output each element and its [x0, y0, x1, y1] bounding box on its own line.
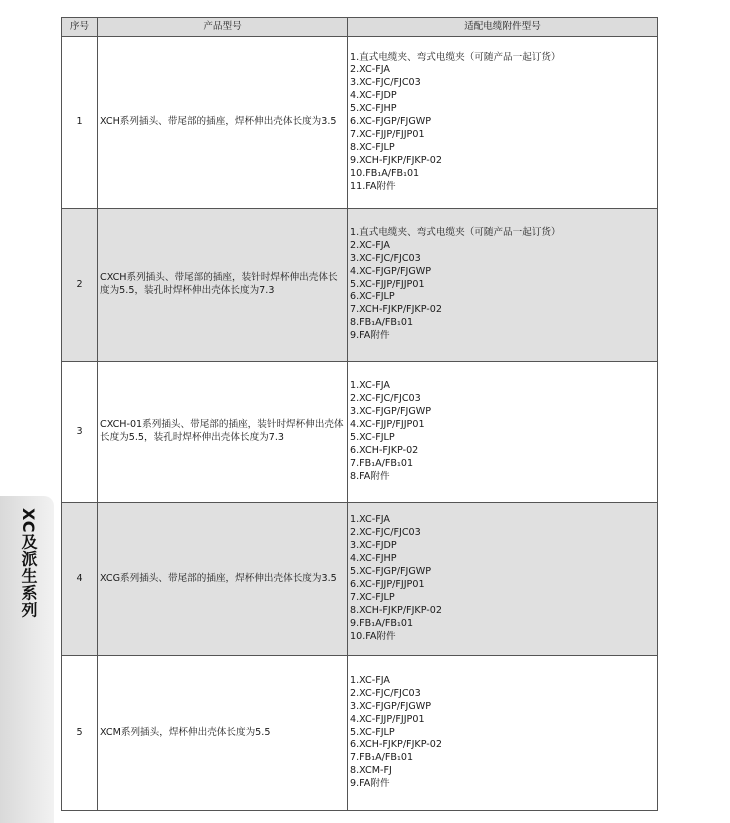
accessory-item: 8.XCH-FJKP/FJKP-02 [350, 604, 442, 616]
accessory-item: 3.XC-FJGP/FJGWP [350, 406, 432, 418]
accessory-list [348, 209, 658, 362]
accessory-item: 6.XC-FJLP [350, 291, 395, 303]
accessory-item: 8.FB₁A/FB₁01 [350, 317, 414, 329]
accessory-item: 2.XC-FJC/FJC03 [350, 687, 421, 699]
accessory-item: 5.XC-FJJP/FJJP01 [350, 278, 425, 290]
accessory-item: 4.XC-FJGP/FJGWP [350, 265, 432, 277]
accessory-list [348, 362, 658, 503]
accessory-item: 7.XCH-FJKP/FJKP-02 [350, 304, 442, 316]
accessory-item: 6.XC-FJGP/FJGWP [350, 116, 432, 128]
accessory-item: 1.XC-FJA [350, 674, 390, 686]
accessory-item: 4.XC-FJJP/FJJP01 [350, 419, 425, 431]
accessory-item: 6.XCH-FJKP/FJKP-02 [350, 739, 442, 751]
accessory-item: 8.XC-FJLP [350, 141, 395, 153]
accessory-item: 2.XC-FJA [350, 64, 390, 76]
side-tab-label: XC及派生系列 [19, 508, 38, 619]
accessory-list [348, 656, 658, 811]
accessory-item: 5.XC-FJLP [350, 432, 395, 443]
accessory-item: 3.XC-FJC/FJC03 [350, 77, 421, 89]
accessory-item: 8.FA附件 [350, 470, 390, 482]
product-model: XCH系列插头、带尾部的插座，焊杯伸出壳体长度为3.5 [98, 37, 348, 209]
table-header-row [62, 18, 658, 37]
accessory-item: 9.XCH-FJKP/FJKP-02 [350, 154, 442, 166]
accessory-item: 6.XC-FJJP/FJJP01 [350, 579, 425, 590]
table-row [62, 209, 658, 362]
accessory-item: 5.XC-FJHP [350, 103, 397, 115]
accessory-item: 4.XC-FJHP [350, 553, 397, 565]
header-product: 产品型号 [98, 18, 348, 37]
header-no: 序号 [62, 18, 98, 37]
row-number: 3 [62, 362, 98, 503]
row-number: 5 [62, 656, 98, 811]
accessory-item: 2.XC-FJC/FJC03 [350, 393, 421, 405]
accessory-item: 8.XCM-FJ [350, 765, 392, 777]
accessory-item: 3.XC-FJGP/FJGWP [350, 700, 432, 712]
accessory-table [61, 17, 658, 811]
accessory-item: 1.XC-FJA [350, 380, 390, 392]
accessory-list [348, 37, 658, 209]
product-model: XCG系列插头、带尾部的插座，焊杯伸出壳体长度为3.5 [98, 503, 348, 656]
accessory-item: 1.直式电缆夹、弯式电缆夹（可随产品一起订货） [350, 51, 561, 63]
accessory-item: 2.XC-FJC/FJC03 [350, 527, 421, 539]
accessory-item: 9.FB₁A/FB₁01 [350, 617, 414, 629]
accessory-item: 5.XC-FJLP [350, 726, 395, 738]
accessory-item: 7.XC-FJJP/FJJP01 [350, 128, 425, 140]
product-model: CXCH系列插头、带尾部的插座，装针时焊杯伸出壳体长度为5.5，装孔时焊杯伸出壳体长度为7.3 [98, 209, 348, 362]
product-model: XCM系列插头，焊杯伸出壳体长度为5.5 [98, 656, 348, 811]
row-number: 1 [62, 37, 98, 209]
table-row [62, 503, 658, 656]
accessory-item: 1.XC-FJA [350, 514, 390, 526]
table-row [62, 656, 658, 811]
row-number: 2 [62, 209, 98, 362]
accessory-item: 7.XC-FJLP [350, 591, 395, 603]
header-accessory: 适配电缆附件型号 [348, 18, 658, 37]
table-row [62, 362, 658, 503]
product-model: CXCH-01系列插头、带尾部的插座，装针时焊杯伸出壳体长度为5.5，装孔时焊杯伸出壳体长度为7.3 [98, 362, 348, 503]
accessory-list [348, 503, 658, 656]
accessory-item: 11.FA附件 [350, 180, 396, 192]
accessory-item: 9.FA附件 [350, 330, 390, 342]
table-row [62, 37, 658, 209]
accessory-item: 4.XC-FJJP/FJJP01 [350, 713, 425, 725]
accessory-item: 3.XC-FJC/FJC03 [350, 252, 421, 264]
accessory-item: 7.FB₁A/FB₁01 [350, 457, 414, 469]
accessory-item: 5.XC-FJGP/FJGWP [350, 566, 432, 578]
accessory-item: 2.XC-FJA [350, 239, 390, 251]
accessory-item: 10.FA附件 [350, 630, 396, 642]
accessory-item: 1.直式电缆夹、弯式电缆夹（可随产品一起订货） [350, 226, 561, 238]
row-number: 4 [62, 503, 98, 656]
accessory-item: 10.FB₁A/FB₁01 [350, 167, 420, 179]
accessory-item: 3.XC-FJDP [350, 540, 397, 552]
accessory-item: 9.FA附件 [350, 778, 390, 790]
accessory-item: 6.XCH-FJKP-02 [350, 444, 419, 456]
accessory-item: 4.XC-FJDP [350, 90, 397, 102]
accessory-item: 7.FB₁A/FB₁01 [350, 752, 414, 764]
